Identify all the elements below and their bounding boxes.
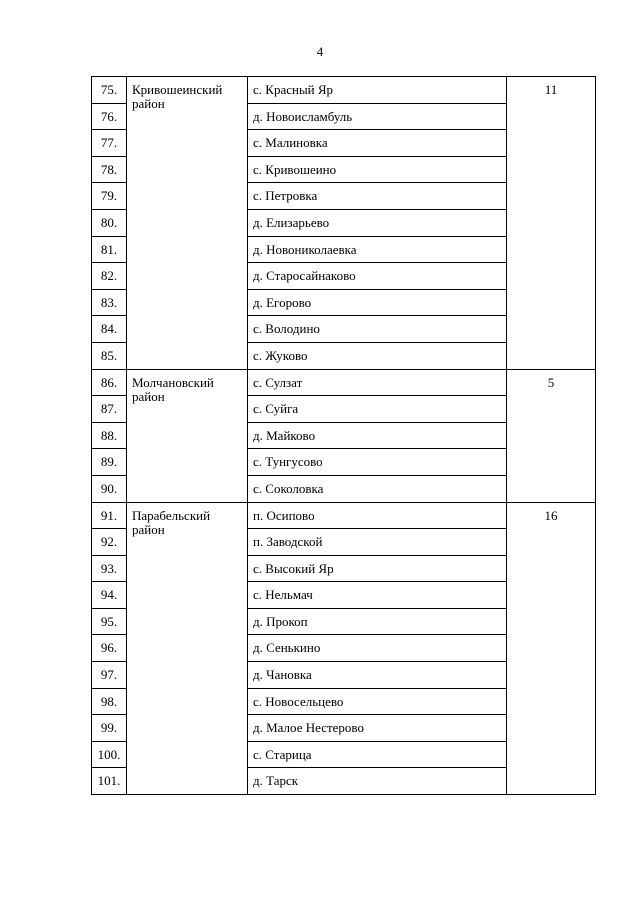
settlement-name: с. Малиновка: [248, 130, 507, 157]
settlement-name: с. Жуково: [248, 342, 507, 369]
table-row: [92, 502, 596, 529]
settlement-name: с. Кривошеино: [248, 156, 507, 183]
row-number: 100.: [92, 741, 127, 768]
settlement-name: с. Новосельцево: [248, 688, 507, 715]
row-number: 93.: [92, 555, 127, 582]
settlements-table: [91, 76, 596, 795]
row-number: 76.: [92, 103, 127, 130]
settlement-name: д. Старосайнаково: [248, 263, 507, 290]
row-number: 86.: [92, 369, 127, 396]
row-number: 94.: [92, 582, 127, 609]
settlement-count: 5: [507, 369, 596, 502]
row-number: 98.: [92, 688, 127, 715]
row-number: 101.: [92, 768, 127, 795]
row-number: 87.: [92, 396, 127, 423]
settlement-name: с. Володино: [248, 316, 507, 343]
settlement-name: д. Егорово: [248, 289, 507, 316]
district-name: Кривошеинский район: [127, 77, 248, 370]
row-number: 97.: [92, 662, 127, 689]
settlement-name: д. Малое Нестерово: [248, 715, 507, 742]
row-number: 81.: [92, 236, 127, 263]
district-name: Молчановский район: [127, 369, 248, 502]
row-number: 92.: [92, 529, 127, 556]
row-number: 80.: [92, 209, 127, 236]
settlement-name: д. Сенькино: [248, 635, 507, 662]
row-number: 79.: [92, 183, 127, 210]
row-number: 77.: [92, 130, 127, 157]
table-row: [92, 77, 596, 104]
row-number: 82.: [92, 263, 127, 290]
row-number: 90.: [92, 475, 127, 502]
row-number: 88.: [92, 422, 127, 449]
settlement-name: с. Старица: [248, 741, 507, 768]
settlement-name: с. Соколовка: [248, 475, 507, 502]
settlement-name: с. Высокий Яр: [248, 555, 507, 582]
row-number: 78.: [92, 156, 127, 183]
settlement-name: с. Петровка: [248, 183, 507, 210]
settlement-count: 11: [507, 77, 596, 370]
settlement-name: д. Тарск: [248, 768, 507, 795]
row-number: 99.: [92, 715, 127, 742]
settlement-name: д. Елизарьево: [248, 209, 507, 236]
row-number: 89.: [92, 449, 127, 476]
page-number: 4: [316, 44, 324, 59]
district-name: Парабельский район: [127, 502, 248, 795]
row-number: 85.: [92, 342, 127, 369]
row-number: 91.: [92, 502, 127, 529]
settlement-name: с. Тунгусово: [248, 449, 507, 476]
settlement-name: д. Прокоп: [248, 608, 507, 635]
settlement-count: 16: [507, 502, 596, 795]
settlement-name: д. Майково: [248, 422, 507, 449]
table-body: [92, 77, 596, 795]
table-row: [92, 369, 596, 396]
settlement-name: с. Сулзат: [248, 369, 507, 396]
row-number: 95.: [92, 608, 127, 635]
row-number: 83.: [92, 289, 127, 316]
settlement-name: с. Нельмач: [248, 582, 507, 609]
settlement-name: д. Чановка: [248, 662, 507, 689]
settlement-name: п. Осипово: [248, 502, 507, 529]
row-number: 96.: [92, 635, 127, 662]
row-number: 84.: [92, 316, 127, 343]
settlement-name: д. Новоисламбуль: [248, 103, 507, 130]
settlement-name: п. Заводской: [248, 529, 507, 556]
settlement-name: с. Красный Яр: [248, 77, 507, 104]
settlement-name: д. Новониколаевка: [248, 236, 507, 263]
row-number: 75.: [92, 77, 127, 104]
settlement-name: с. Суйга: [248, 396, 507, 423]
